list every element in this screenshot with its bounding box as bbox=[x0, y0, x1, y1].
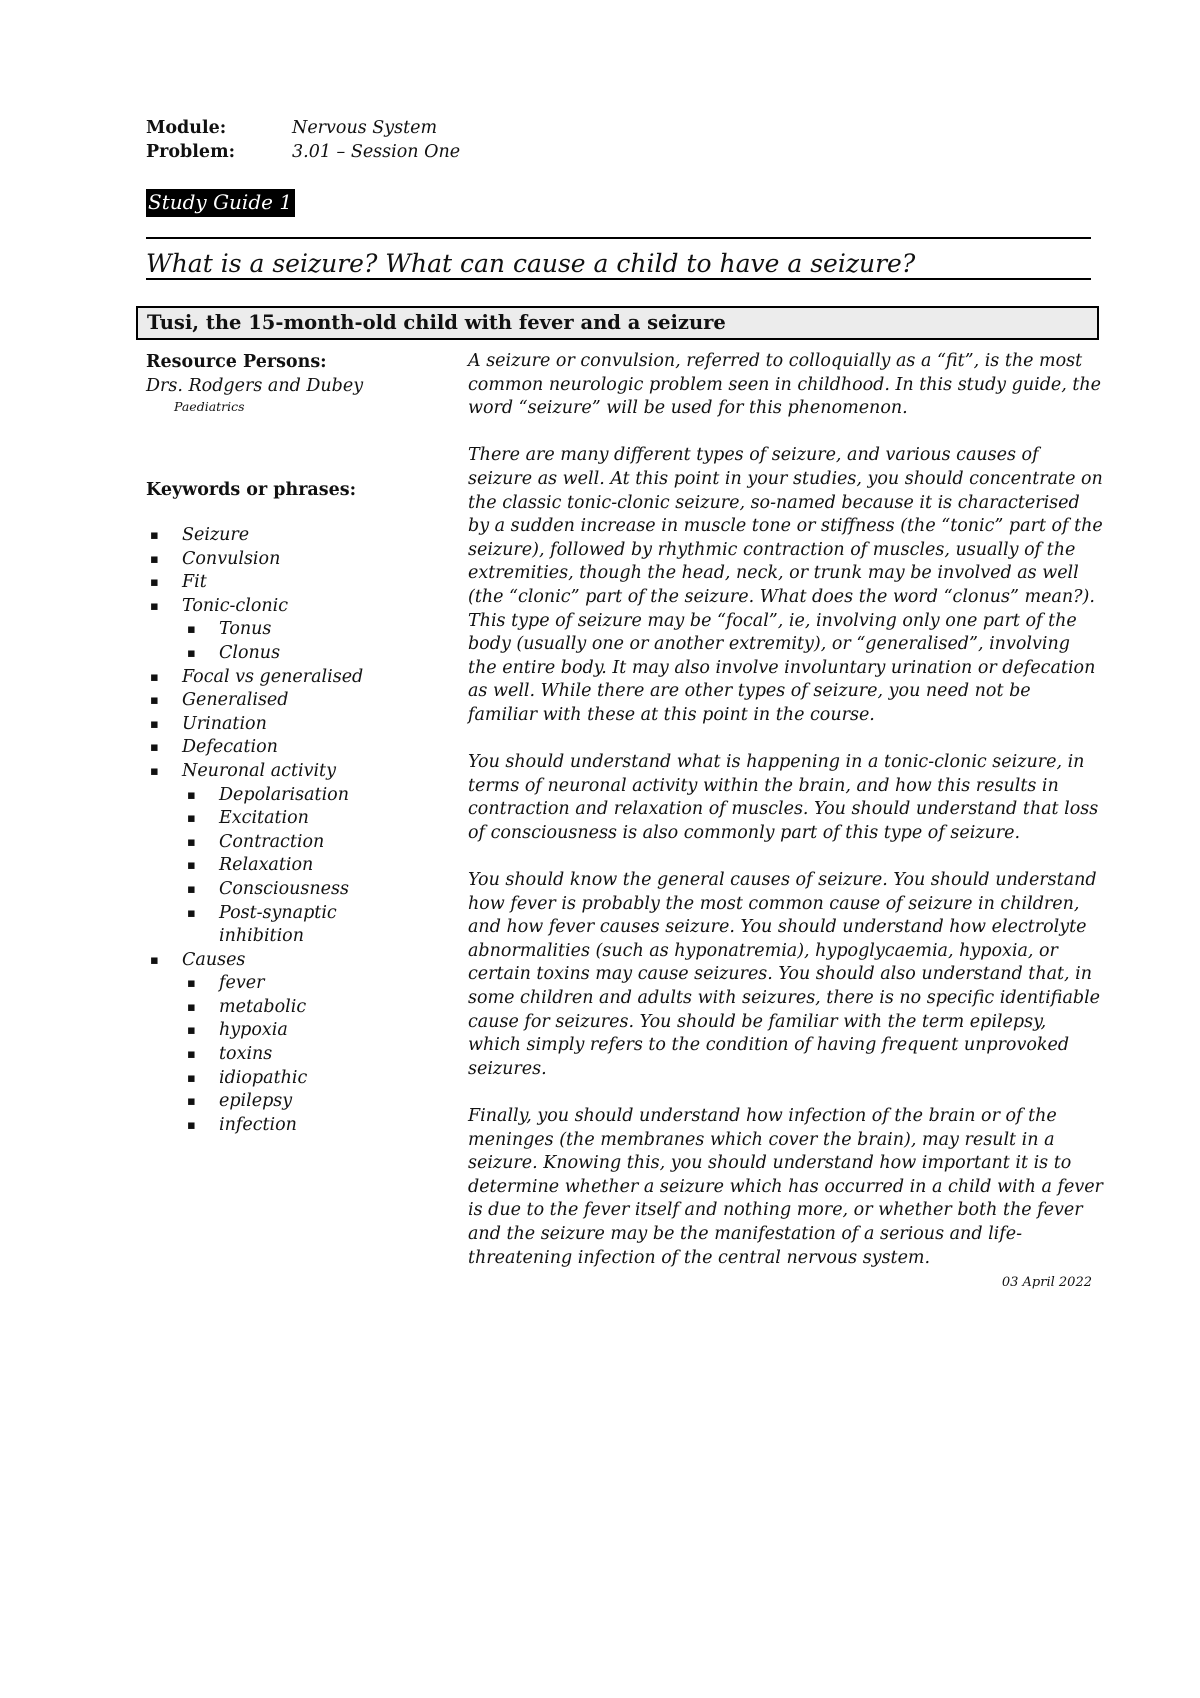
keyword-item: ▪ Tonic-clonic bbox=[146, 595, 446, 619]
keyword-subitem: ▪ Clonus bbox=[146, 642, 446, 666]
body-text bbox=[468, 350, 1103, 1294]
keyword-subitem: ▪ fever bbox=[146, 972, 446, 996]
keyword-item: ▪ Urination bbox=[146, 713, 446, 737]
keyword-item: ▪ Convulsion bbox=[146, 548, 446, 572]
body-paragraph: You should understand what is happening in a tonic-clonic seizure, in terms of neuronal activity within the brain, and how this results in contraction and relaxation of muscles. You should understand that loss of consciousness is also commonly part of this type of seizure. bbox=[468, 752, 1099, 843]
keyword-item: ▪ Defecation bbox=[146, 736, 446, 760]
keyword-item: ▪ Seizure bbox=[146, 524, 446, 548]
body-paragraph: A seizure or convulsion, referred to colloquially as a “fit”, is the most common neurologic problem seen in childhood. In this study guide, the word “seizure” will be used for this phenomenon. bbox=[468, 351, 1102, 419]
keyword-subitem: ▪ toxins bbox=[146, 1043, 446, 1067]
keyword-item: ▪ Fit bbox=[146, 571, 446, 595]
resource-persons-names: Drs. Rodgers and Dubey bbox=[146, 376, 364, 396]
keyword-subitem: ▪ Tonus bbox=[146, 618, 446, 642]
resource-department: Paediatrics bbox=[174, 399, 245, 414]
guide-question: What is a seizure? What can cause a child to have a seizure? bbox=[146, 249, 916, 278]
keywords-list bbox=[146, 524, 446, 1137]
module-value: Nervous System bbox=[292, 118, 438, 138]
case-title-box bbox=[136, 306, 1099, 340]
keyword-subitem: ▪ epilepsy bbox=[146, 1090, 446, 1114]
keyword-item: ▪ Generalised bbox=[146, 689, 446, 713]
module-label: Module: bbox=[146, 118, 227, 138]
keyword-item: ▪ Neuronal activity bbox=[146, 760, 446, 784]
body-paragraph: You should know the general causes of seizure. You should understand how fever is probably the most common cause of seizure in children, and how fever causes seizure. You should understand how electrolyte abnormalities (such as hyponatremia), hypoglycaemia, hypoxia, or certain toxins may cause seizures. You should also understand that, in some children and adults with seizures, there is no specific identifiable cause for seizures. You should be familiar with the term epilepsy, which simply refers to the condition of having frequent unprovoked seizures. bbox=[468, 870, 1101, 1079]
question-top-rule bbox=[146, 237, 1091, 239]
keyword-subitem: ▪ hypoxia bbox=[146, 1019, 446, 1043]
body-paragraph: There are many different types of seizure, and various causes of seizure as well. At this point in your studies, you should concentrate on the classic tonic-clonic seizure, so-named because it is characterised by a sudden increase in muscle tone or stiffness (the “tonic” part of the seizure), followed by rhythmic contraction of muscles, usually of the extremities, though the head, neck, or trunk may be involved as well (the “clonic” part of the seizure. What does the word “clonus” mean?). This type of seizure may be “focal”, ie, involving only one part of the body (usually one or another extremity), or “generalised”, involving the entire body. It may also involve involuntary urination or defecation as well. While there are other types of seizure, you need not be familiar with these at this point in the course. bbox=[468, 445, 1103, 725]
keyword-subitem-continuation: inhibition bbox=[219, 926, 304, 947]
keyword-subitem: ▪ Depolarisation bbox=[146, 784, 446, 808]
keyword-subitem: ▪ Contraction bbox=[146, 831, 446, 855]
problem-row bbox=[146, 140, 460, 164]
keyword-subitem: ▪ Consciousness bbox=[146, 878, 446, 902]
keywords-heading: Keywords or phrases: bbox=[146, 480, 357, 500]
document-date: 03 April 2022 bbox=[1001, 1275, 1092, 1290]
body-paragraph: Finally, you should understand how infection of the brain or of the meninges (the membranes which cover the brain), may result in a seizure. Knowing this, you should understand how important it is to determine whether a seizure which has occurred in a child with a fever is due to the fever itself and nothing more, or whether both the fever and the seizure may be the manifestation of a serious and life-threatening infection of the central nervous system. bbox=[468, 1106, 1103, 1268]
keyword-subitem: ▪ Excitation bbox=[146, 807, 446, 831]
study-guide-label: Study Guide 1 bbox=[146, 189, 295, 217]
problem-value: 3.01 – Session One bbox=[292, 142, 461, 162]
left-column bbox=[146, 350, 446, 1137]
case-title: Tusi, the 15-month-old child with fever and a seizure bbox=[147, 311, 726, 334]
question-bottom-rule bbox=[146, 278, 1091, 280]
module-row bbox=[146, 116, 460, 140]
keyword-subitem: ▪ metabolic bbox=[146, 996, 446, 1020]
keyword-subitem: ▪ infection bbox=[146, 1114, 446, 1138]
keyword-subitem: ▪ Relaxation bbox=[146, 854, 446, 878]
resource-persons-heading: Resource Persons: bbox=[146, 352, 327, 372]
keyword-item: ▪ Focal vs generalised bbox=[146, 666, 446, 690]
problem-label: Problem: bbox=[146, 142, 236, 162]
keyword-subitem: ▪ idiopathic bbox=[146, 1067, 446, 1091]
document-meta bbox=[146, 116, 460, 164]
keyword-item: ▪ Causes bbox=[146, 949, 446, 973]
keyword-subitem: ▪ Post-synaptic bbox=[146, 902, 446, 926]
